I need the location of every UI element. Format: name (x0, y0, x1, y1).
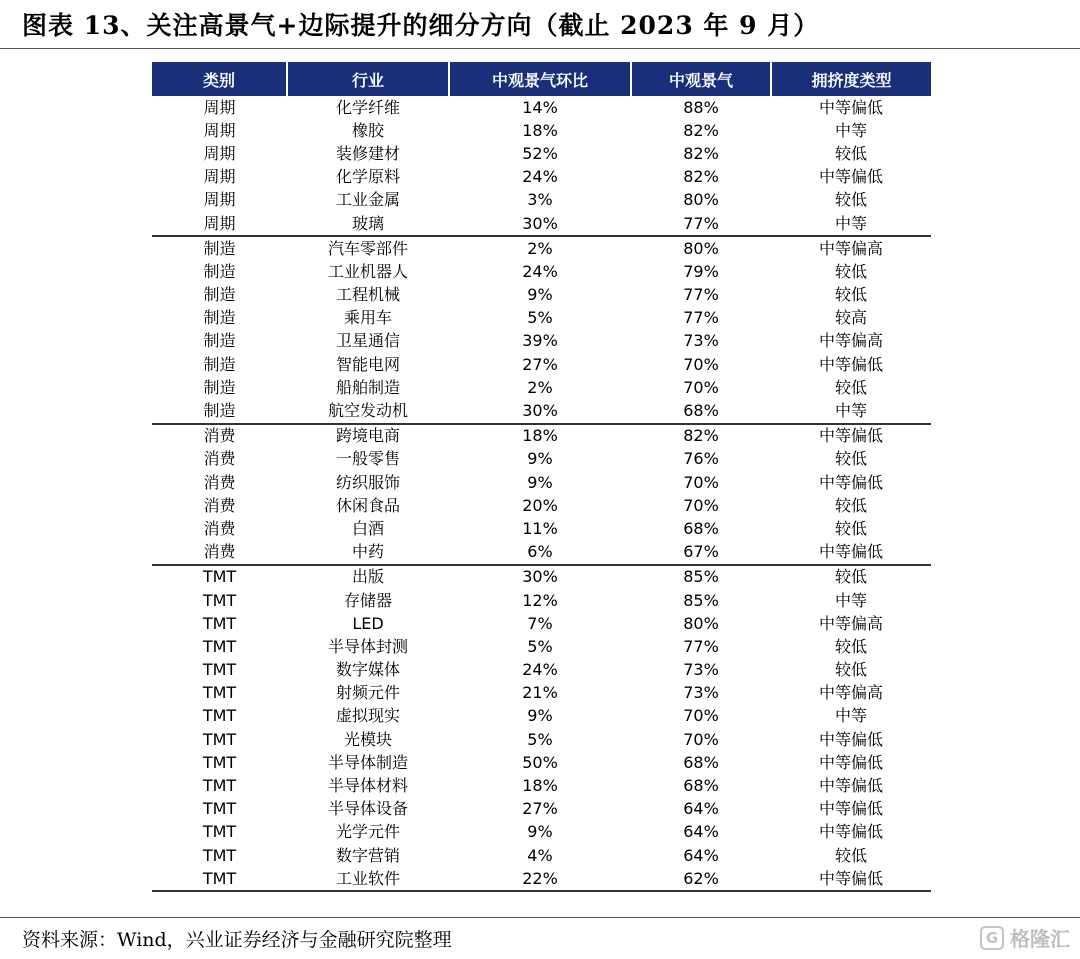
cell-category: TMT (202, 590, 237, 610)
table-row (152, 353, 931, 376)
cell-momentum-change: 9% (527, 472, 553, 492)
cell-industry: 装修建材 (335, 143, 400, 163)
watermark-text: 格隆汇 (1010, 927, 1070, 951)
cell-industry: 半导体制造 (327, 752, 408, 772)
cell-category: 制造 (203, 308, 236, 328)
header-industry: 行业 (287, 62, 449, 96)
table-row (152, 821, 931, 844)
table-row (152, 471, 931, 494)
cell-category: 制造 (203, 401, 236, 421)
cell-crowding-type: 较低 (771, 565, 931, 589)
cell-crowding-type: 较低 (834, 518, 867, 538)
table-row (152, 119, 931, 142)
cell-category: TMT (202, 752, 237, 772)
cell-momentum: 64% (683, 845, 719, 865)
cell-momentum-change: 9% (527, 706, 553, 726)
table-row (152, 376, 931, 399)
cell-momentum-change: 24% (522, 261, 558, 281)
cell-momentum-change: 5% (527, 636, 553, 656)
cell-industry: 半导体封测 (327, 636, 408, 656)
cell-momentum: 85% (683, 590, 719, 610)
cell-crowding-type: 较低 (834, 495, 867, 515)
cell-crowding-type: 中等 (834, 401, 867, 421)
cell-crowding-type: 较低 (834, 143, 867, 163)
cell-crowding-type: 较低 (834, 660, 867, 680)
cell-momentum-change: 22% (449, 867, 631, 891)
table-row (152, 399, 931, 423)
cell-industry: 存储器 (343, 590, 392, 610)
figure-title: 图表 13、关注高景气+边际提升的细分方向（截止 2023 年 9 月） (22, 11, 820, 40)
table-row (152, 844, 931, 867)
cell-category: 周期 (203, 213, 236, 233)
table-row (152, 867, 931, 891)
cell-momentum: 85% (631, 565, 771, 589)
cell-crowding-type: 中等偏高 (771, 236, 931, 260)
cell-crowding-type: 较低 (834, 261, 867, 281)
cell-momentum: 77% (683, 636, 719, 656)
cell-crowding-type: 中等偏低 (818, 729, 883, 749)
cell-crowding-type: 中等偏低 (771, 424, 931, 448)
cell-momentum-change: 39% (522, 331, 558, 351)
cell-industry: 虚拟现实 (335, 706, 400, 726)
cell-crowding-type: 较低 (834, 285, 867, 305)
cell-crowding-type: 较低 (834, 636, 867, 656)
cell-category: 消费 (203, 542, 236, 562)
cell-momentum: 68% (683, 518, 719, 538)
cell-momentum: 82% (683, 120, 719, 140)
table-row (152, 166, 931, 189)
cell-momentum: 68% (683, 401, 719, 421)
cell-momentum-change: 21% (522, 683, 558, 703)
table-row (152, 682, 931, 705)
cell-industry: 化学纤维 (335, 97, 400, 117)
header-crowding-type: 拥挤度类型 (771, 62, 931, 96)
cell-momentum: 82% (683, 167, 719, 187)
cell-crowding-type: 较低 (834, 845, 867, 865)
table-row (152, 307, 931, 330)
cell-momentum: 64% (683, 799, 719, 819)
cell-momentum: 79% (683, 261, 719, 281)
cell-industry: 射频元件 (335, 683, 400, 703)
table-row (152, 612, 931, 635)
cell-industry: 数字媒体 (335, 660, 400, 680)
cell-momentum-change: 18% (522, 776, 558, 796)
cell-category: 周期 (203, 120, 236, 140)
cell-momentum-change: 24% (522, 660, 558, 680)
cell-momentum: 70% (683, 354, 719, 374)
cell-momentum-change: 3% (527, 190, 553, 210)
cell-crowding-type: 中等偏高 (818, 613, 883, 633)
table-row (152, 705, 931, 728)
header-momentum: 中观景气 (631, 62, 771, 96)
cell-momentum: 77% (683, 213, 719, 233)
cell-momentum-change: 14% (522, 97, 558, 117)
top-divider (0, 48, 1080, 49)
cell-momentum: 73% (683, 683, 719, 703)
cell-momentum: 70% (683, 377, 719, 397)
cell-industry: 休闲食品 (335, 495, 400, 515)
cell-category: TMT (202, 845, 237, 865)
cell-category: 消费 (203, 495, 236, 515)
cell-momentum-change: 27% (522, 354, 558, 374)
cell-category: 制造 (152, 236, 287, 260)
cell-category: 制造 (203, 354, 236, 374)
cell-momentum: 73% (683, 660, 719, 680)
cell-momentum: 67% (683, 542, 719, 562)
table-row (152, 541, 931, 565)
cell-momentum-change: 18% (449, 424, 631, 448)
cell-momentum-change: 2% (527, 377, 553, 397)
watermark (980, 923, 1070, 952)
cell-crowding-type: 中等偏高 (818, 331, 883, 351)
cell-momentum-change: 9% (527, 822, 553, 842)
cell-crowding-type: 中等偏低 (818, 822, 883, 842)
industry-table (152, 62, 931, 892)
cell-industry: 光模块 (343, 729, 392, 749)
cell-industry: 光学元件 (335, 822, 400, 842)
cell-category: 周期 (203, 97, 236, 117)
cell-category: 制造 (203, 261, 236, 281)
cell-momentum: 88% (683, 97, 719, 117)
cell-industry: 工业机器人 (327, 261, 408, 281)
cell-crowding-type: 中等 (834, 590, 867, 610)
cell-crowding-type: 中等偏高 (818, 683, 883, 703)
cell-crowding-type: 较高 (834, 308, 867, 328)
cell-momentum-change: 5% (527, 308, 553, 328)
cell-momentum: 80% (683, 190, 719, 210)
header-category: 类别 (152, 62, 287, 96)
cell-momentum-change: 7% (527, 613, 553, 633)
cell-industry: 半导体材料 (327, 776, 408, 796)
cell-category: TMT (202, 799, 237, 819)
table-body (152, 96, 931, 891)
cell-category: TMT (202, 822, 237, 842)
watermark-logo-icon: G (980, 926, 1004, 950)
cell-industry: 卫星通信 (335, 331, 400, 351)
cell-category: TMT (152, 867, 287, 891)
cell-momentum: 80% (683, 613, 719, 633)
cell-industry: 化学原料 (335, 167, 400, 187)
cell-category: TMT (202, 636, 237, 656)
cell-crowding-type: 中等偏低 (818, 167, 883, 187)
cell-momentum: 70% (683, 706, 719, 726)
cell-category: 消费 (203, 472, 236, 492)
table-row (152, 774, 931, 797)
cell-crowding-type: 较低 (834, 449, 867, 469)
cell-momentum-change: 9% (527, 285, 553, 305)
cell-momentum-change: 24% (522, 167, 558, 187)
table-row (152, 284, 931, 307)
cell-crowding-type: 中等偏低 (771, 867, 931, 891)
cell-crowding-type: 较低 (834, 377, 867, 397)
table-row (152, 635, 931, 658)
table-row (152, 448, 931, 471)
table-header-row (152, 62, 931, 96)
cell-momentum: 82% (631, 424, 771, 448)
cell-crowding-type: 较低 (834, 190, 867, 210)
table-row (152, 589, 931, 612)
cell-momentum: 77% (683, 285, 719, 305)
cell-momentum-change: 12% (522, 590, 558, 610)
cell-industry: 纺织服饰 (335, 472, 400, 492)
table-row (152, 751, 931, 774)
cell-category: 制造 (203, 331, 236, 351)
cell-industry: 数字营销 (335, 845, 400, 865)
cell-momentum: 64% (683, 822, 719, 842)
cell-crowding-type: 中等 (834, 213, 867, 233)
table-row (152, 96, 931, 119)
cell-momentum-change: 50% (522, 752, 558, 772)
cell-category: 消费 (203, 449, 236, 469)
cell-momentum-change: 2% (449, 236, 631, 260)
cell-crowding-type: 中等 (834, 120, 867, 140)
cell-momentum: 77% (683, 308, 719, 328)
cell-momentum-change: 5% (527, 729, 553, 749)
cell-industry: 白酒 (351, 518, 384, 538)
table-row (152, 260, 931, 283)
cell-category: TMT (202, 776, 237, 796)
cell-momentum: 80% (631, 236, 771, 260)
cell-industry: 乘用车 (343, 308, 392, 328)
cell-crowding-type: 中等偏低 (818, 752, 883, 772)
cell-industry: 船舶制造 (335, 377, 400, 397)
cell-industry: 一般零售 (335, 449, 400, 469)
cell-industry: 玻璃 (351, 213, 384, 233)
cell-crowding-type: 中等偏低 (818, 799, 883, 819)
cell-momentum: 82% (683, 143, 719, 163)
cell-industry: 出版 (287, 565, 449, 589)
table-row (152, 565, 931, 589)
cell-industry: 跨境电商 (287, 424, 449, 448)
cell-momentum-change: 30% (522, 213, 558, 233)
cell-momentum-change: 27% (522, 799, 558, 819)
table-row (152, 517, 931, 540)
source-note: 资料来源：Wind，兴业证券经济与金融研究院整理 (22, 929, 452, 951)
cell-momentum: 70% (683, 729, 719, 749)
cell-crowding-type: 中等偏低 (818, 472, 883, 492)
cell-industry: 工业金属 (335, 190, 400, 210)
cell-category: TMT (202, 683, 237, 703)
cell-momentum-change: 20% (522, 495, 558, 515)
cell-category: TMT (202, 706, 237, 726)
cell-industry: 中药 (351, 542, 384, 562)
cell-industry: 智能电网 (335, 354, 400, 374)
cell-category: 制造 (203, 285, 236, 305)
table-row (152, 728, 931, 751)
cell-momentum: 73% (683, 331, 719, 351)
cell-industry: 航空发动机 (327, 401, 408, 421)
cell-crowding-type: 中等偏低 (818, 354, 883, 374)
cell-crowding-type: 中等偏低 (818, 776, 883, 796)
cell-category: TMT (202, 613, 237, 633)
table-row (152, 659, 931, 682)
cell-industry: 工业软件 (287, 867, 449, 891)
cell-crowding-type: 中等偏低 (818, 97, 883, 117)
cell-momentum: 68% (683, 752, 719, 772)
cell-industry: 工程机械 (335, 285, 400, 305)
cell-momentum-change: 9% (527, 449, 553, 469)
cell-industry: 半导体设备 (327, 799, 408, 819)
cell-category: TMT (152, 565, 287, 589)
bottom-divider (0, 917, 1080, 918)
cell-momentum-change: 30% (522, 401, 558, 421)
cell-momentum-change: 18% (522, 120, 558, 140)
cell-crowding-type: 中等偏低 (818, 542, 883, 562)
table-row (152, 212, 931, 236)
cell-momentum: 68% (683, 776, 719, 796)
cell-momentum: 76% (683, 449, 719, 469)
cell-industry: 橡胶 (351, 120, 384, 140)
cell-crowding-type: 中等 (834, 706, 867, 726)
cell-momentum-change: 11% (522, 518, 558, 538)
cell-category: 周期 (203, 190, 236, 210)
cell-momentum-change: 6% (527, 542, 553, 562)
table-row (152, 424, 931, 448)
cell-industry: 汽车零部件 (287, 236, 449, 260)
cell-momentum: 70% (683, 472, 719, 492)
cell-category: 制造 (203, 377, 236, 397)
cell-category: 周期 (203, 143, 236, 163)
cell-momentum-change: 30% (449, 565, 631, 589)
table-row (152, 189, 931, 212)
cell-category: 消费 (203, 518, 236, 538)
cell-industry: LED (352, 613, 384, 633)
cell-momentum-change: 52% (522, 143, 558, 163)
cell-momentum: 70% (683, 495, 719, 515)
table-row (152, 142, 931, 165)
cell-momentum-change: 4% (527, 845, 553, 865)
table-row (152, 494, 931, 517)
cell-category: 周期 (203, 167, 236, 187)
cell-category: 消费 (152, 424, 287, 448)
cell-momentum: 62% (631, 867, 771, 891)
table-row (152, 798, 931, 821)
cell-category: TMT (202, 660, 237, 680)
table-row (152, 236, 931, 260)
header-momentum-change: 中观景气环比 (449, 62, 631, 96)
cell-category: TMT (202, 729, 237, 749)
table-row (152, 330, 931, 353)
